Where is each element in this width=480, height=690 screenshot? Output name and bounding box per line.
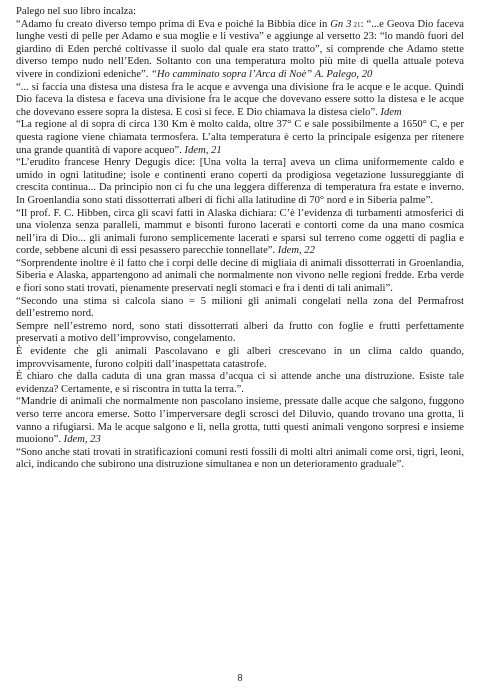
paragraph-text: È evidente che gli animali Pascolavano e gli alberi crescevano in un clima caldo quando, improvvisamente, furono colpiti dall’inaspettata catastrofe. (16, 346, 464, 370)
citation-text: Idem, 22 (277, 245, 315, 257)
verse-number: 21 (351, 20, 361, 29)
paragraph (16, 6, 464, 19)
paragraph-text: “Secondo una stima si calcola siano = 5 milioni gli animali congelati nella zona del Permafrost dell’estremo nord. (16, 295, 464, 320)
paragraph (16, 447, 464, 472)
paragraph (16, 346, 464, 371)
paragraph (16, 371, 464, 396)
paragraph-text: “L’erudito francese Henry Degugis dice: [Una volta la terra] aveva un clima uniformemente caldo e umido in ogni latitudine; isole e continenti erano coperti da prodigiosa vegetazione lussureggiante di crescita continua... Da principio non ci fu che una leggera differenza di temperatura fra estate e inverno. In Groenlandia sono stati dissotterrati alberi di fichi alla latitudine di 70° nord e in Siberia palme”. (16, 157, 464, 206)
paragraph (16, 208, 464, 258)
paragraph-text: Palego nel suo libro incalza: (16, 6, 137, 17)
citation-text: Idem (380, 106, 402, 118)
page-number: 8 (237, 673, 243, 684)
paragraph (16, 82, 464, 120)
paragraph-text: “Sorprendente inoltre è il fatto che i corpi delle decine di migliaia di animali dissotterrati in Groenlandia, Siberia e Alaska, appartengono ad animali che normalmente non vivono nelle regioni fredde. Erba verde e fiori sono stati trovati, pienamente preservati negli stomaci e fra i denti di tali animali”. (16, 257, 464, 295)
paragraph (16, 157, 464, 207)
paragraph-text: “Mandrie di animali che normalmente non pascolano insieme, pressate dalle acque che salgono, fuggono verso terre ancora emerse. Sotto l’imperversare degli scrosci del Diluvio, quando trovano una grotta, lì vanno a rifugiarsi. Ma le acque salgono e lì, nella grotta, tutti questi animali vengono sorpresi e insieme muoiono”. (16, 396, 464, 446)
citation-text: Gn 3 (330, 18, 352, 30)
paragraph (16, 396, 464, 446)
paragraph-text: : “...e Geova Dio faceva lunghe vesti di pelle per Adamo e sua moglie e li vestiva” e aggiunge al versetto 23: “lo mandò fuori del giardino di Eden perché coltivasse il suolo dal quale era stato tratto”, si comprende che Adamo stette diverso tempo nudo nell’Eden. Soltanto con una temperatura molto più mite di quella attuale poteva vivere in condizioni edeniche”. (16, 18, 464, 80)
paragraph (16, 119, 464, 157)
paragraph-text: “La regione al di sopra di circa 130 Km è molto calda, oltre 37° C e sale possibilmente a 1650° C, e per questa ragione viene chiamata termosfera. L’alta temperatura è certo la principale esigenza per ritenere una grande quantità di vapore acqueo”. (16, 119, 464, 156)
paragraph-text: Sempre nell’estremo nord, sono stati dissotterrati alberi da frutto con foglie e frutti perfettamente preservati a motivo dell’improvviso, congelamento. (16, 320, 464, 345)
citation-text: Idem, 21 (184, 144, 222, 156)
paragraph (16, 321, 464, 346)
paragraph-text: “Adamo fu creato diverso tempo prima di Eva e poiché la Bibbia dice in (16, 18, 331, 30)
paragraph (16, 258, 464, 296)
paragraph (16, 296, 464, 321)
citation-text: “Ho camminato sopra l’Arca di Noè” A. Palego, 20 (151, 68, 373, 80)
citation-text: Idem, 23 (63, 434, 101, 446)
body-text (16, 6, 464, 472)
paragraph (16, 19, 464, 82)
paragraph-text: “Il prof. F. C. Hibben, circa gli scavi fatti in Alaska dichiara: C’è l’evidenza di turbamenti atmosferici di una violenza senza paralleli, mammut e bisonti furono lacerati e contorti come da una mano cosmica nell’ira di Dio... gli animali furono semplicemente lacerati e sparsi sul terreno come oggetti di paglia e corde, sebbene alcuni di essi pesassero parecchie tonnellate”. (16, 207, 464, 257)
paragraph-text: È chiaro che dalla caduta di una gran massa d’acqua ci si attende anche una distruzione. Esiste tale evidenza? Certamente, e si riscontra in tutta la terra.”. (16, 371, 464, 395)
paragraph-text: “Sono anche stati trovati in stratificazioni comuni resti fossili di molti altri animali come orsi, tigri, leoni, alci, indicando che subirono una distruzione simultanea e non un deterioramento graduale”. (16, 446, 464, 471)
paragraph-text: “... si faccia una distesa una distesa fra le acque e avvenga una divisione fra le acque e le acque. Quindi Dio faceva la distesa e faceva una divisione fra le acque che dovevano essere sotto la distesa e le acque che dovevano essere sopra la distesa. E così si fece. E Dio chiamava la distesa cielo”. (16, 81, 464, 118)
